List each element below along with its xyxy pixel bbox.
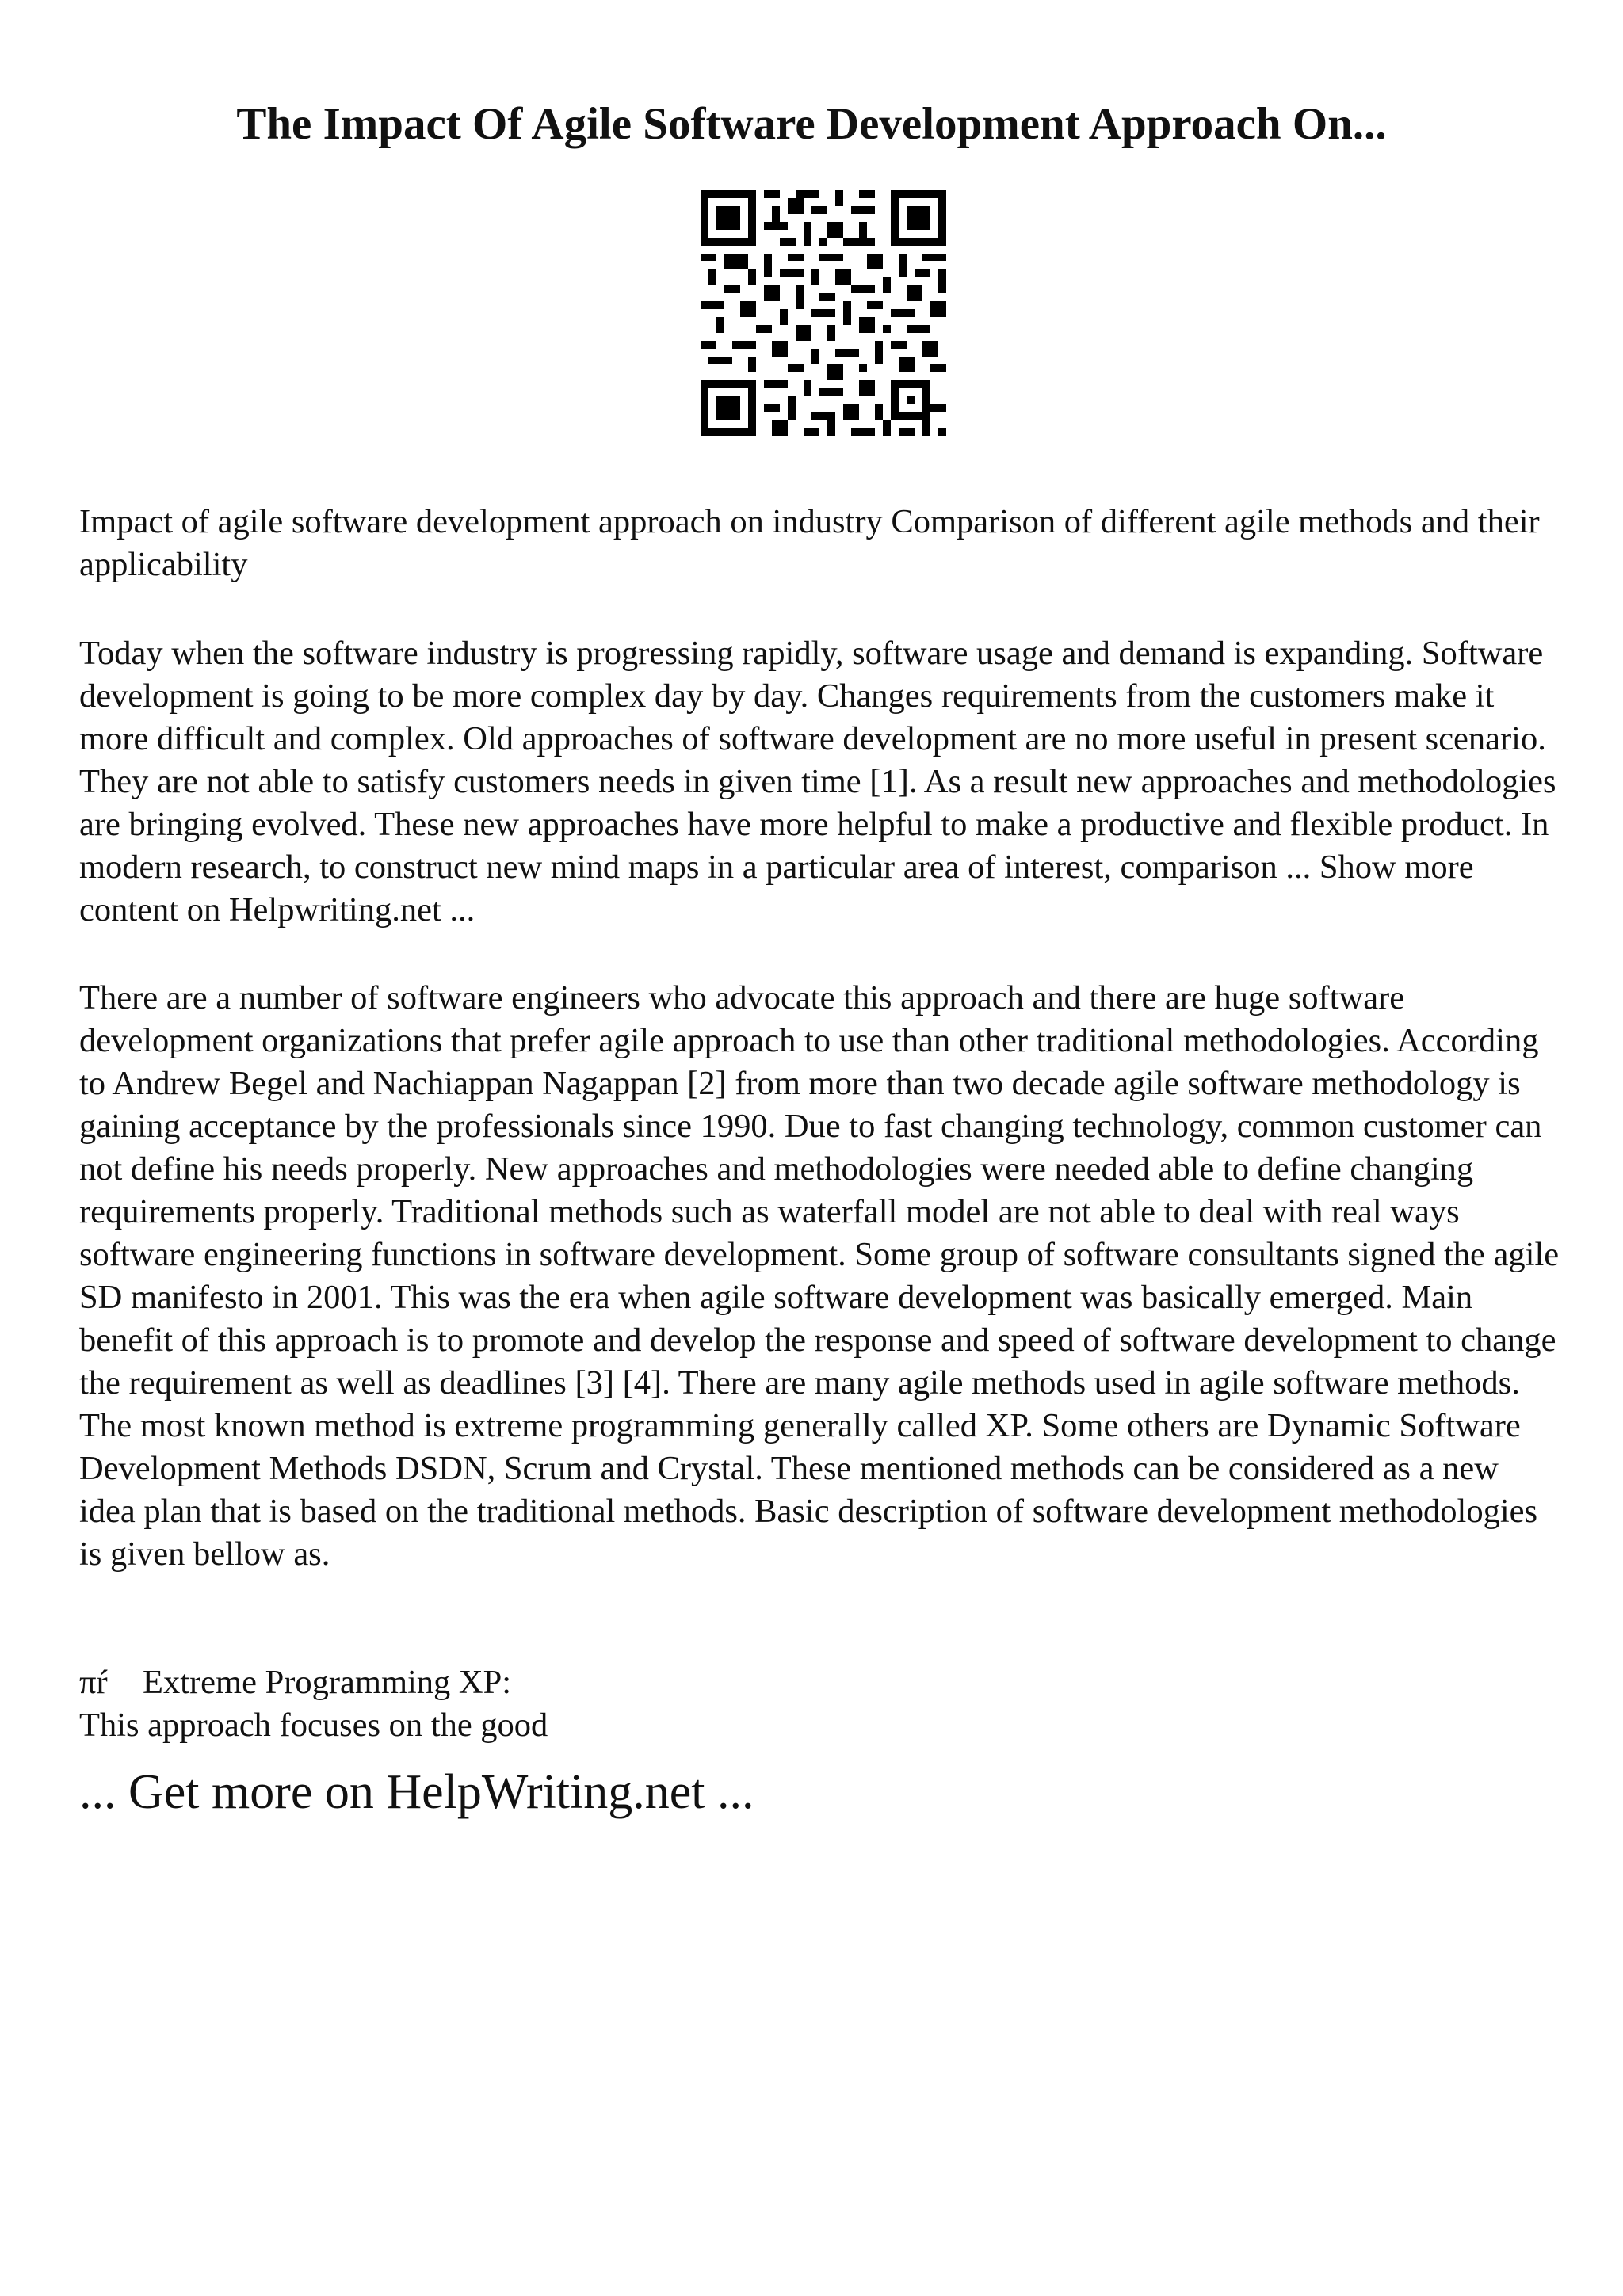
bullet-item: [79, 1661, 511, 1704]
qr-code-icon: [701, 190, 946, 436]
get-more-link[interactable]: ... Get more on HelpWriting.net ...: [79, 1765, 754, 1819]
bullet-text: Extreme Programming XP:: [143, 1664, 512, 1701]
main-paragraph: There are a number of software engineers who advocate this approach and there are huge software development organizations that prefer agile approach to use than other traditional methodologies. According to Andrew Begel and Nachiappan Nagappan [2] from more than two decade agile software methodology is gaining acceptance by the professionals since 1990. Due to fast changing technology, common customer can not define his needs properly. New approaches and methodologies were needed able to define changing requirements properly. Traditional methods such as waterfall model are not able to deal with real ways software engineering functions in software development. Some group of software consultants signed the agile SD manifesto in 2001. This was the era when agile software development was basically emerged. Main benefit of this approach is to promote and develop the response and speed of software development to change the requirement as well as deadlines [3] [4]. There are many agile methods used in agile software methods. The most known method is extreme programming generally called XP. Some others are Dynamic Software Development Methods DSDN, Scrum and Crystal. These mentioned methods can be considered as a new idea plan that is based on the traditional methods. Basic description of software development methodologies is given bellow as.: [79, 979, 1560, 1573]
document-title: The Impact Of Agile Software Development Approach On...: [236, 99, 1387, 149]
bullet-marker: πŕ: [79, 1664, 108, 1701]
trailing-text: This approach focuses on the good: [79, 1707, 548, 1744]
intro-paragraph: Today when the software industry is progressing rapidly, software usage and demand is expanding. Software development is going to be more complex day by day. Changes requirements from the customers make it more difficult and complex. Old approaches of software development are no more useful in present scenario. They are not able to satisfy customers needs in given time [1]. As a result new approaches and methodologies are bringing evolved. These new approaches have more helpful to make a productive and flexible product. In modern research, to construct new mind maps in a particular area of interest, comparison ... Show more content on Helpwriting.net ...: [79, 635, 1556, 929]
document-subtitle: Impact of agile software development approach on industry Comparison of different agile methods and their applicability: [79, 503, 1540, 583]
